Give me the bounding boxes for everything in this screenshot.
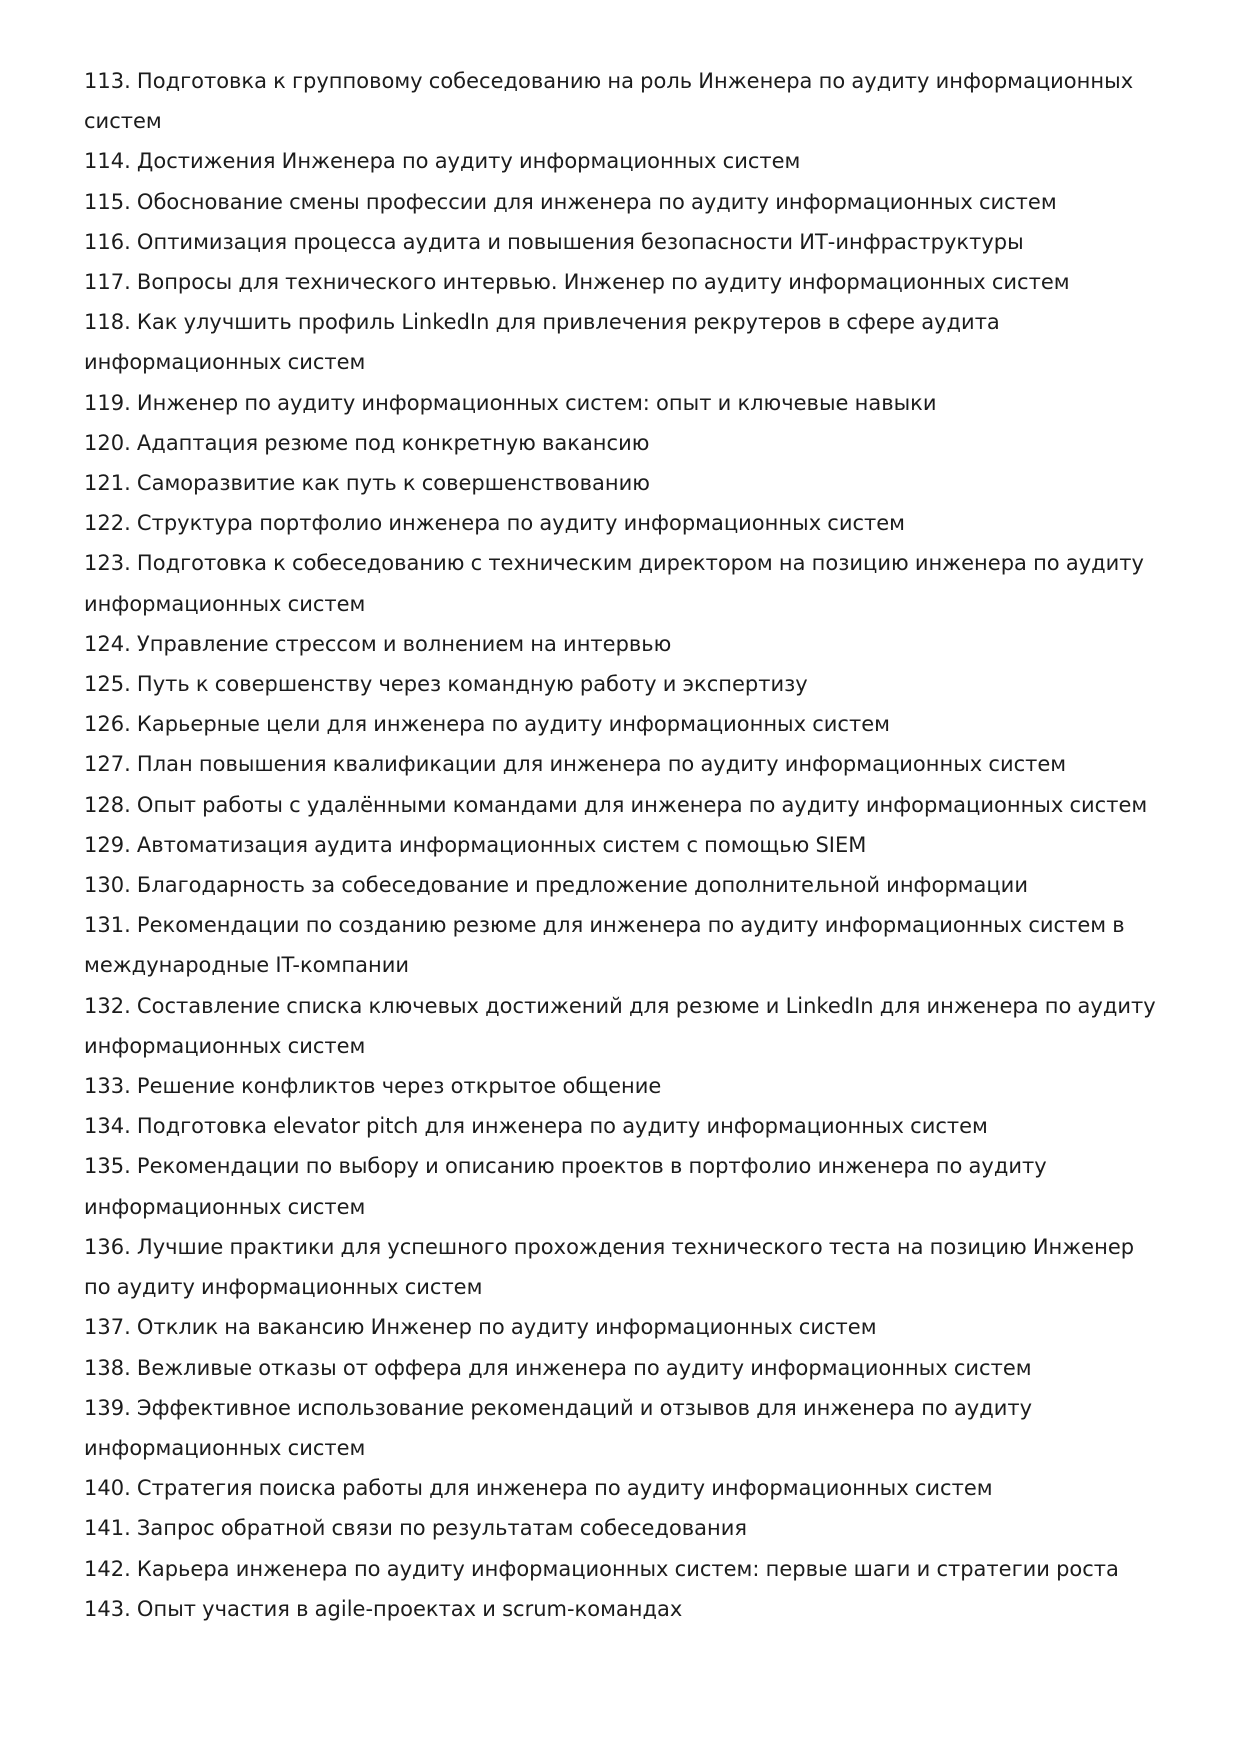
list-item: 139. Эффективное использование рекомендаций и отзывов для инженера по аудиту информационных систем	[84, 1395, 1033, 1460]
list-item: 135. Рекомендации по выбору и описанию проектов в портфолио инженера по аудиту информационных систем	[84, 1154, 1047, 1219]
list-item: 136. Лучшие практики для успешного прохождения технического теста на позицию Инженер по аудиту информационных систем	[84, 1234, 1135, 1300]
list-item: 113. Подготовка к групповому собеседованию на роль Инженера по аудиту информационных систем	[84, 69, 1134, 134]
list-item: 116. Оптимизация процесса аудита и повышения безопасности ИТ-инфраструктуры	[84, 229, 1024, 254]
list-item: 125. Путь к совершенству через командную работу и экспертизу	[84, 672, 808, 697]
list-item: 133. Решение конфликтов через открытое общение	[84, 1074, 662, 1099]
list-item: 137. Отклик на вакансию Инженер по аудиту информационных систем	[84, 1315, 877, 1340]
list-item: 138. Вежливые отказы от оффера для инженера по аудиту информационных систем	[84, 1355, 1032, 1380]
list-item: 114. Достижения Инженера по аудиту информационных систем	[84, 149, 801, 174]
list-item: 118. Как улучшить профиль LinkedIn для привлечения рекрутеров в сфере аудита информационных систем	[84, 310, 1000, 375]
list-item: 132. Составление списка ключевых достижений для резюме и LinkedIn для инженера по аудиту информационных систем	[84, 993, 1156, 1058]
list-item: 122. Структура портфолио инженера по аудиту информационных систем	[84, 511, 906, 536]
list-item: 126. Карьерные цели для инженера по аудиту информационных систем	[84, 712, 890, 737]
list-item: 117. Вопросы для технического интервью. Инженер по аудиту информационных систем	[84, 270, 1070, 295]
list-item: 128. Опыт работы с удалёнными командами для инженера по аудиту информационных систем	[84, 792, 1148, 817]
list-item: 142. Карьера инженера по аудиту информационных систем: первые шаги и стратегии роста	[84, 1556, 1119, 1581]
list-item: 130. Благодарность за собеседование и предложение дополнительной информации	[84, 873, 1028, 898]
list-item: 120. Адаптация резюме под конкретную вакансию	[84, 430, 650, 455]
list-item: 141. Запрос обратной связи по результатам собеседования	[84, 1516, 748, 1541]
list-item: 127. План повышения квалификации для инженера по аудиту информационных систем	[84, 752, 1067, 777]
list-item: 131. Рекомендации по созданию резюме для инженера по аудиту информационных систем в международные IT-компании	[84, 913, 1125, 978]
list-item: 119. Инженер по аудиту информационных систем: опыт и ключевые навыки	[84, 390, 937, 415]
list-item: 140. Стратегия поиска работы для инженера по аудиту информационных систем	[84, 1476, 993, 1501]
list-item: 121. Саморазвитие как путь к совершенствованию	[84, 471, 650, 496]
list-item: 134. Подготовка elevator pitch для инженера по аудиту информационных систем	[84, 1114, 988, 1139]
list-item: 115. Обоснование смены профессии для инженера по аудиту информационных систем	[84, 189, 1057, 214]
list-item: 123. Подготовка к собеседованию с техническим директором на позицию инженера по аудиту информационных систем	[84, 551, 1144, 616]
list-item: 143. Опыт участия в agile-проектах и scrum-командах	[84, 1596, 683, 1621]
list-item: 129. Автоматизация аудита информационных систем с помощью SIEM	[84, 832, 867, 857]
document-page	[84, 61, 1164, 1629]
list-item: 124. Управление стрессом и волнением на интервью	[84, 631, 672, 656]
